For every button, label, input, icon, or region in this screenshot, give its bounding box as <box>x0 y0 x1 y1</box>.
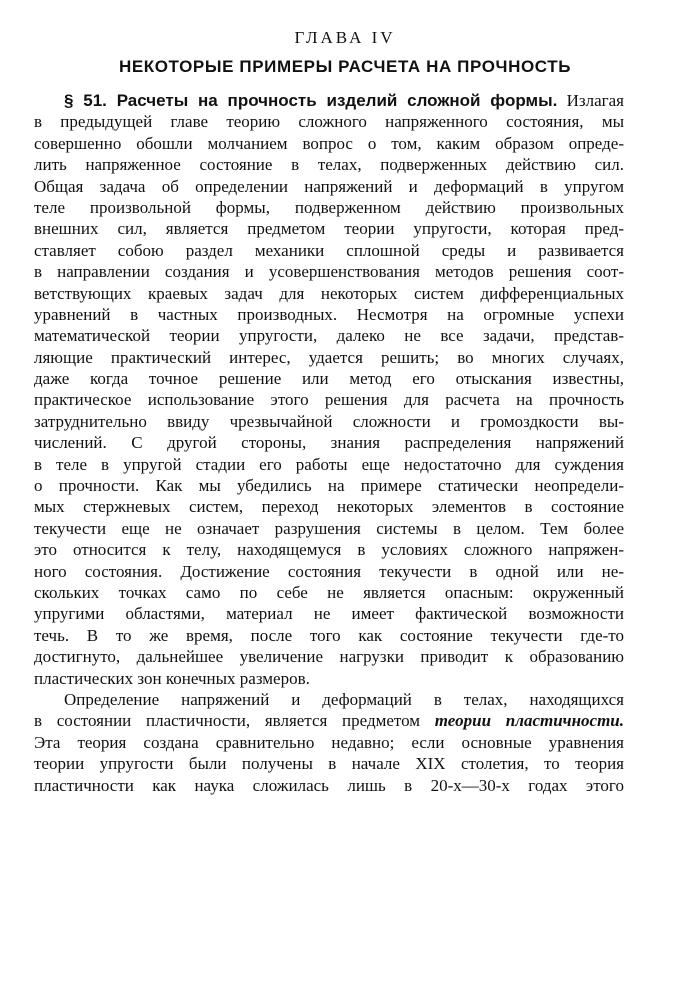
text-line: совершенно обошли молчанием вопрос о том, каким образом опреде- <box>34 133 624 153</box>
text-line: пластичности как наука сложилась лишь в 20-х—30-х годах этого <box>34 775 624 795</box>
text-line: о прочности. Как мы убедились на примере статически неопредели- <box>34 476 624 496</box>
text-line: упругими областями, материал не имеет фактической возможности <box>34 604 624 624</box>
text-line: это относится к телу, находящемуся в условиях сложного напряжен- <box>34 540 624 560</box>
text-line: числений. С другой стороны, знания распределения напряжений <box>34 433 624 453</box>
text-fragment: в состоянии пластичности, является предметом <box>34 711 435 731</box>
text-line: математической теории упругости, далеко не все задачи, представ- <box>34 326 624 346</box>
text-line: мых стержневых систем, переход некоторых элементов в состояние <box>34 497 624 517</box>
text-line: скольких точках само по себе не является опасным: окруженный <box>34 582 624 602</box>
text-line: ветствующих краевых задач для некоторых систем дифференциальных <box>34 283 624 303</box>
text-line: пластических зон конечных размеров. <box>34 668 310 688</box>
text-line: в направлении создания и усовершенствования методов решения соот- <box>34 262 624 282</box>
text-line: в теле в упругой стадии его работы еще недостаточно для суждения <box>34 454 624 474</box>
text-line: Общая задача об определении напряжений и деформаций в упругом <box>34 176 624 196</box>
paragraph2-first-line: Определение напряжений и деформаций в телах, находящихся <box>64 689 624 709</box>
text-line: достигнуто, дальнейшее увеличение нагрузки приводит к образованию <box>34 647 624 667</box>
chapter-title: НЕКОТОРЫЕ ПРИМЕРЫ РАСЧЕТА НА ПРОЧНОСТЬ <box>118 57 572 76</box>
section-heading: § 51. Расчеты на прочность изделий сложной формы. <box>64 91 558 110</box>
text-line: теории упругости были получены в начале XIX столетия, то теория <box>34 754 624 774</box>
text-line: практическое использование этого решения для расчета на прочность <box>34 390 624 410</box>
body-text <box>34 90 624 796</box>
text-line: даже когда точное решение или метод его отыскания известны, <box>34 369 624 389</box>
text-line: ставляет собою раздел механики сплошной среды и развивается <box>34 240 624 260</box>
section-first-line <box>34 90 624 111</box>
term-emphasis: теории пластичности. <box>434 711 624 731</box>
text-line: затруднительно ввиду чрезвычайной сложности и громоздкости вы- <box>34 411 624 431</box>
text-line: уравнений в частных производных. Несмотря на огромные успехи <box>34 304 624 324</box>
text-line: ляющие практический интерес, удается решить; во многих случаях, <box>34 347 624 367</box>
text-line: теле произвольной формы, подверженном действию произвольных <box>34 197 624 217</box>
text-line: внешних сил, является предметом теории упругости, которая пред- <box>34 219 624 239</box>
text-line: течь. В то же время, после того как состояние текучести где-то <box>34 625 624 645</box>
section-first-line-text: Излагая <box>557 91 625 110</box>
text-line: лить напряженное состояние в телах, подверженных действию сил. <box>34 155 624 175</box>
paragraph2-term-line <box>34 710 624 731</box>
text-line: в предыдущей главе теорию сложного напряженного состояния, мы <box>34 112 624 132</box>
text-line: Эта теория создана сравнительно недавно; если основные уравнения <box>34 732 624 752</box>
text-line: текучести еще не означает разрушения системы в целом. Тем более <box>34 518 624 538</box>
chapter-label: ГЛАВА IV <box>294 28 396 47</box>
text-line: ного состояния. Достижение состояния текучести в одной или не- <box>34 561 624 581</box>
